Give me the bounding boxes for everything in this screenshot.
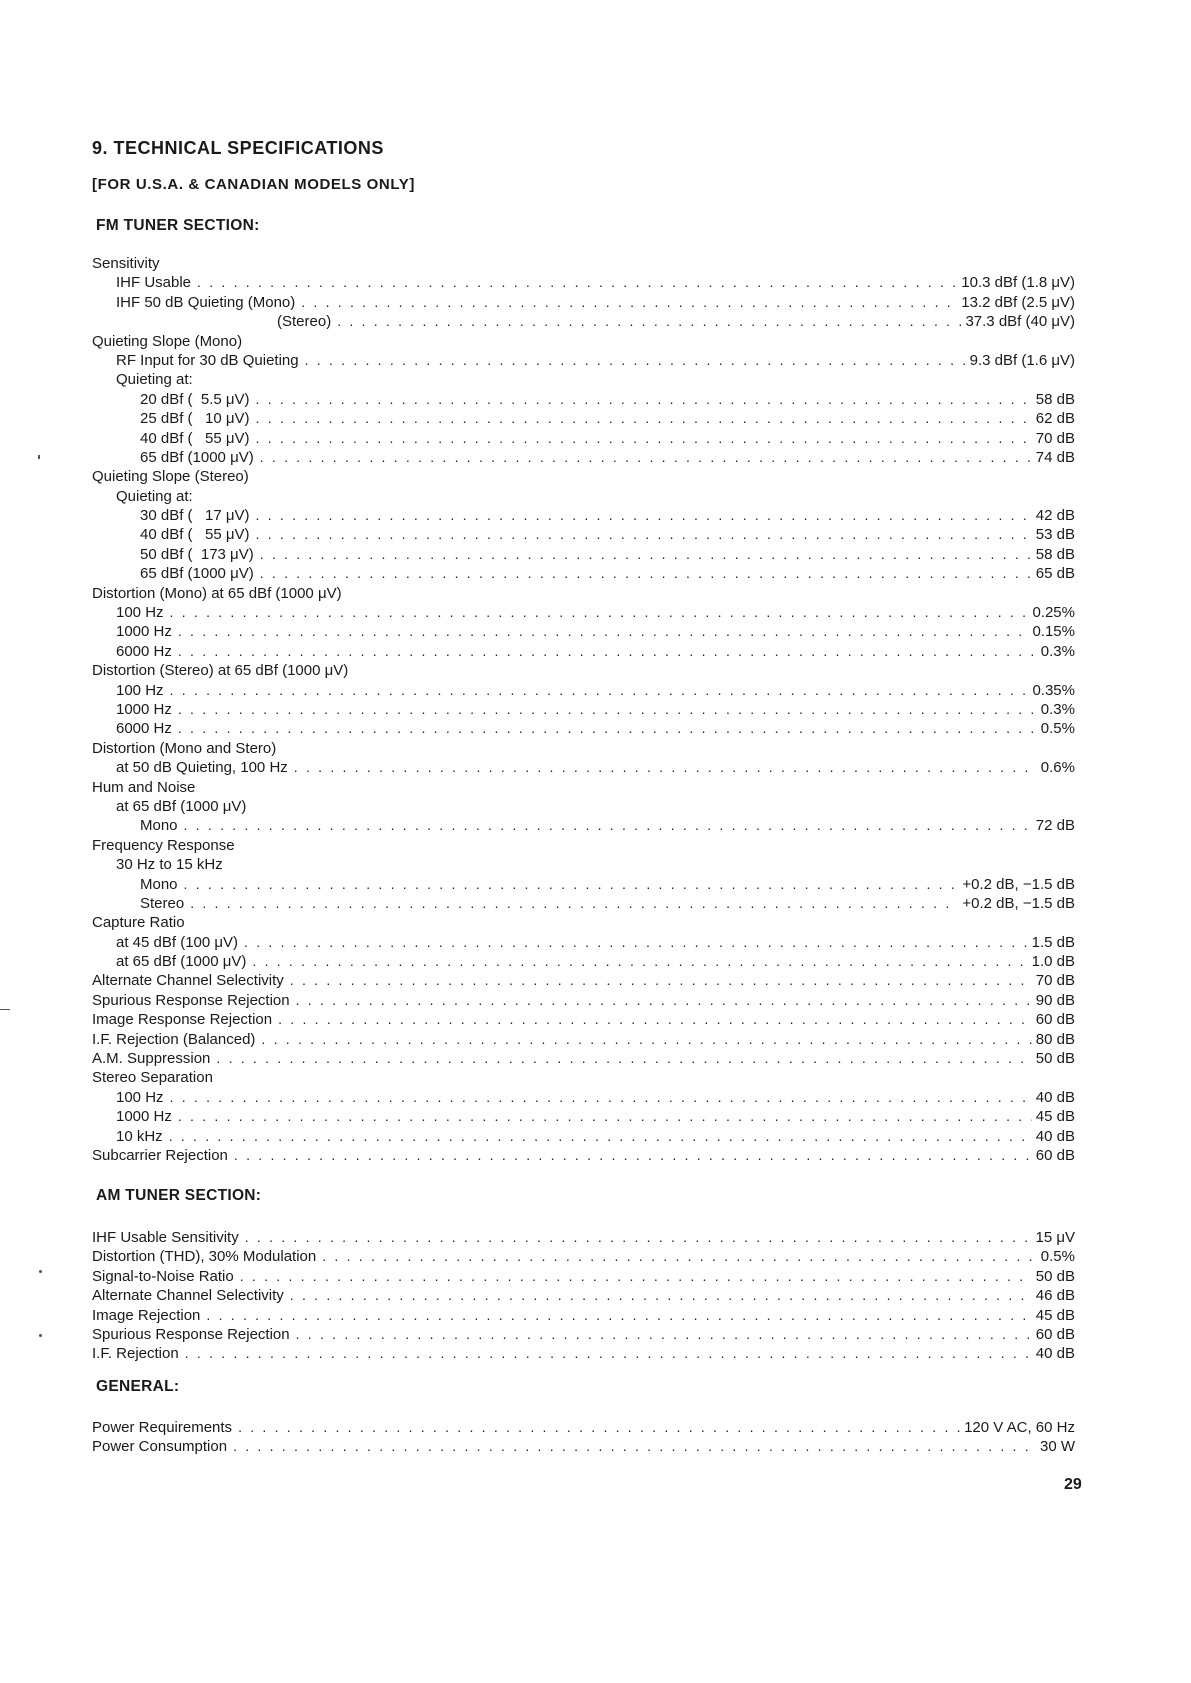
spec-row: Distortion (Mono) at 65 dBf (1000 μV) xyxy=(92,584,342,602)
spec-row: Capture Ratio xyxy=(92,914,185,932)
spec-row: Hum and Noise xyxy=(92,778,196,796)
spec-row: I.F. Rejection . . . 40 dB xyxy=(92,1344,1075,1363)
spec-row: at 65 dBf (1000 μV) . . . 1.0 dB xyxy=(92,952,1075,971)
spec-row: (Stereo) . . . 37.3 dBf (40 μV) xyxy=(92,312,1075,331)
page-title: 9. TECHNICAL SPECIFICATIONS xyxy=(92,138,384,158)
spec-row: at 50 dB Quieting, 100 Hz . . . 0.6% xyxy=(92,758,1075,777)
spec-row: Distortion (Mono and Stero) xyxy=(92,739,277,757)
model-note: [FOR U.S.A. & CANADIAN MODELS ONLY] xyxy=(92,176,415,193)
spec-row: Alternate Channel Selectivity . . . 46 dB xyxy=(92,1286,1075,1305)
spec-row: Stereo . . . +0.2 dB, −1.5 dB xyxy=(92,894,1075,913)
spec-row: 65 dBf (1000 μV) . . . 74 dB xyxy=(92,448,1075,467)
spec-row: Sensitivity xyxy=(92,255,160,272)
spec-row: Mono . . . +0.2 dB, −1.5 dB xyxy=(92,875,1075,894)
spec-row: RF Input for 30 dB Quieting . . . 9.3 dBf (1.6 μV) xyxy=(92,351,1075,370)
spec-row: Power Consumption . . . 30 W xyxy=(92,1437,1075,1456)
spec-row: 50 dBf ( 173 μV) . . . 58 dB xyxy=(92,545,1075,564)
margin-dot xyxy=(39,1334,42,1337)
spec-row: Spurious Response Rejection . . . 90 dB xyxy=(92,991,1075,1010)
spec-row: Image Rejection . . . 45 dB xyxy=(92,1306,1075,1325)
spec-row: at 45 dBf (100 μV) . . . 1.5 dB xyxy=(92,933,1075,952)
spec-row: 100 Hz . . . 0.25% xyxy=(92,603,1075,622)
general-section-heading: GENERAL: xyxy=(96,1378,180,1395)
spec-row: Mono . . . 72 dB xyxy=(92,816,1075,835)
spec-row: 65 dBf (1000 μV) . . . 65 dB xyxy=(92,564,1075,583)
spec-row: Image Response Rejection . . . 60 dB xyxy=(92,1010,1075,1029)
margin-mark xyxy=(0,1009,10,1010)
spec-row: Power Requirements . . . 120 V AC, 60 Hz xyxy=(92,1418,1075,1437)
spec-row: 100 Hz . . . 40 dB xyxy=(92,1088,1075,1107)
spec-row: Quieting Slope (Stereo) xyxy=(92,468,249,486)
spec-row: 6000 Hz . . . 0.5% xyxy=(92,719,1075,738)
margin-dot xyxy=(38,455,40,459)
spec-row: Stereo Separation xyxy=(92,1069,213,1087)
spec-row: 25 dBf ( 10 μV) . . . 62 dB xyxy=(92,409,1075,428)
fm-section-heading: FM TUNER SECTION: xyxy=(96,217,260,234)
spec-row: IHF 50 dB Quieting (Mono) . . . 13.2 dBf (2.5 μV) xyxy=(92,293,1075,312)
spec-row: Frequency Response xyxy=(92,836,235,854)
spec-row: 1000 Hz . . . 0.3% xyxy=(92,700,1075,719)
spec-row: IHF Usable Sensitivity . . . 15 μV xyxy=(92,1228,1075,1247)
spec-row: 100 Hz . . . 0.35% xyxy=(92,681,1075,700)
spec-row: Distortion (THD), 30% Modulation . . . 0.5% xyxy=(92,1247,1075,1266)
am-section-heading: AM TUNER SECTION: xyxy=(96,1187,262,1204)
spec-row: 1000 Hz . . . 0.15% xyxy=(92,622,1075,641)
spec-row: 6000 Hz . . . 0.3% xyxy=(92,642,1075,661)
spec-row: 30 Hz to 15 kHz xyxy=(116,856,223,874)
spec-row: 40 dBf ( 55 μV) . . . 53 dB xyxy=(92,525,1075,544)
fm-spec-list xyxy=(92,254,1075,1165)
spec-row: Spurious Response Rejection . . . 60 dB xyxy=(92,1325,1075,1344)
page-number: 29 xyxy=(1064,1476,1082,1493)
spec-row: at 65 dBf (1000 μV) xyxy=(116,797,247,815)
spec-row: 40 dBf ( 55 μV) . . . 70 dB xyxy=(92,429,1075,448)
spec-row: Quieting at: xyxy=(116,371,193,389)
spec-row: Alternate Channel Selectivity . . . 70 dB xyxy=(92,971,1075,990)
spec-row: 20 dBf ( 5.5 μV) . . . 58 dB xyxy=(92,390,1075,409)
spec-row: 30 dBf ( 17 μV) . . . 42 dB xyxy=(92,506,1075,525)
spec-row: Signal-to-Noise Ratio . . . 50 dB xyxy=(92,1267,1075,1286)
margin-dot xyxy=(39,1270,42,1273)
spec-row: A.M. Suppression . . . 50 dB xyxy=(92,1049,1075,1068)
spec-row: I.F. Rejection (Balanced) . . . 80 dB xyxy=(92,1030,1075,1049)
general-spec-list xyxy=(92,1418,1075,1457)
am-spec-list xyxy=(92,1228,1075,1364)
spec-row: 1000 Hz . . . 45 dB xyxy=(92,1107,1075,1126)
spec-row: 10 kHz . . . 40 dB xyxy=(92,1127,1075,1146)
spec-row: Distortion (Stereo) at 65 dBf (1000 μV) xyxy=(92,662,349,680)
spec-row: IHF Usable . . . 10.3 dBf (1.8 μV) xyxy=(92,273,1075,292)
spec-row: Subcarrier Rejection . . . 60 dB xyxy=(92,1146,1075,1165)
spec-row: Quieting at: xyxy=(116,487,193,505)
spec-row: Quieting Slope (Mono) xyxy=(92,332,243,350)
